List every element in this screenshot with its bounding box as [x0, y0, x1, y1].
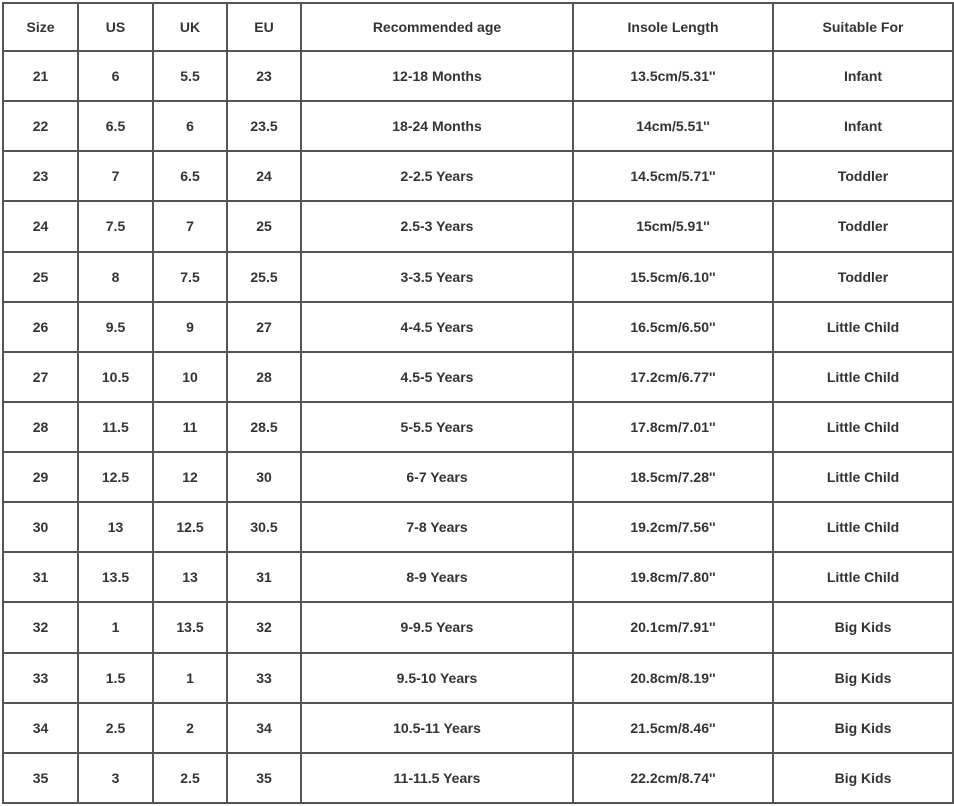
- cell-size: 28: [3, 402, 78, 452]
- table-row: [3, 753, 953, 803]
- cell-recommended-age: 8-9 Years: [301, 552, 573, 602]
- table-row: [3, 101, 953, 151]
- cell-insole-length: 14cm/5.51'': [573, 101, 773, 151]
- cell-size: 35: [3, 753, 78, 803]
- cell-us: 1.5: [78, 653, 153, 703]
- cell-eu: 30.5: [227, 502, 301, 552]
- cell-size: 33: [3, 653, 78, 703]
- cell-eu: 23.5: [227, 101, 301, 151]
- cell-eu: 28.5: [227, 402, 301, 452]
- cell-insole-length: 17.2cm/6.77'': [573, 352, 773, 402]
- table-row: [3, 552, 953, 602]
- header-recommended-age: Recommended age: [301, 3, 573, 51]
- cell-uk: 7.5: [153, 252, 227, 302]
- cell-us: 13: [78, 502, 153, 552]
- cell-size: 29: [3, 452, 78, 502]
- cell-suitable-for: Little Child: [773, 502, 953, 552]
- cell-suitable-for: Big Kids: [773, 602, 953, 652]
- table-row: [3, 151, 953, 201]
- cell-us: 9.5: [78, 302, 153, 352]
- cell-size: 34: [3, 703, 78, 753]
- header-us: US: [78, 3, 153, 51]
- cell-insole-length: 14.5cm/5.71'': [573, 151, 773, 201]
- cell-us: 12.5: [78, 452, 153, 502]
- cell-eu: 28: [227, 352, 301, 402]
- cell-us: 7: [78, 151, 153, 201]
- cell-eu: 32: [227, 602, 301, 652]
- cell-recommended-age: 18-24 Months: [301, 101, 573, 151]
- cell-uk: 6: [153, 101, 227, 151]
- cell-recommended-age: 9-9.5 Years: [301, 602, 573, 652]
- cell-insole-length: 15cm/5.91'': [573, 201, 773, 251]
- cell-size: 24: [3, 201, 78, 251]
- cell-us: 7.5: [78, 201, 153, 251]
- cell-uk: 11: [153, 402, 227, 452]
- cell-insole-length: 22.2cm/8.74'': [573, 753, 773, 803]
- cell-uk: 9: [153, 302, 227, 352]
- cell-insole-length: 15.5cm/6.10'': [573, 252, 773, 302]
- cell-uk: 12.5: [153, 502, 227, 552]
- cell-recommended-age: 2.5-3 Years: [301, 201, 573, 251]
- cell-size: 21: [3, 51, 78, 101]
- cell-size: 22: [3, 101, 78, 151]
- cell-uk: 13: [153, 552, 227, 602]
- cell-us: 3: [78, 753, 153, 803]
- cell-uk: 5.5: [153, 51, 227, 101]
- cell-suitable-for: Little Child: [773, 552, 953, 602]
- cell-size: 31: [3, 552, 78, 602]
- cell-eu: 34: [227, 703, 301, 753]
- cell-recommended-age: 2-2.5 Years: [301, 151, 573, 201]
- cell-us: 6.5: [78, 101, 153, 151]
- table-row: [3, 602, 953, 652]
- cell-insole-length: 13.5cm/5.31'': [573, 51, 773, 101]
- cell-us: 10.5: [78, 352, 153, 402]
- header-uk: UK: [153, 3, 227, 51]
- cell-suitable-for: Infant: [773, 51, 953, 101]
- table-row: [3, 201, 953, 251]
- cell-insole-length: 20.1cm/7.91'': [573, 602, 773, 652]
- table-row: [3, 402, 953, 452]
- cell-recommended-age: 7-8 Years: [301, 502, 573, 552]
- cell-size: 30: [3, 502, 78, 552]
- cell-size: 32: [3, 602, 78, 652]
- table-header: [3, 3, 953, 51]
- cell-suitable-for: Infant: [773, 101, 953, 151]
- size-chart-table: [2, 2, 954, 804]
- table-row: [3, 703, 953, 753]
- table-body: [3, 51, 953, 803]
- cell-us: 13.5: [78, 552, 153, 602]
- cell-recommended-age: 4.5-5 Years: [301, 352, 573, 402]
- cell-size: 25: [3, 252, 78, 302]
- cell-suitable-for: Little Child: [773, 352, 953, 402]
- cell-uk: 10: [153, 352, 227, 402]
- cell-eu: 31: [227, 552, 301, 602]
- cell-recommended-age: 3-3.5 Years: [301, 252, 573, 302]
- cell-recommended-age: 6-7 Years: [301, 452, 573, 502]
- table-row: [3, 302, 953, 352]
- cell-us: 6: [78, 51, 153, 101]
- cell-recommended-age: 4-4.5 Years: [301, 302, 573, 352]
- cell-insole-length: 21.5cm/8.46'': [573, 703, 773, 753]
- cell-eu: 25: [227, 201, 301, 251]
- cell-eu: 23: [227, 51, 301, 101]
- cell-recommended-age: 11-11.5 Years: [301, 753, 573, 803]
- header-eu: EU: [227, 3, 301, 51]
- table-row: [3, 352, 953, 402]
- cell-us: 8: [78, 252, 153, 302]
- cell-us: 2.5: [78, 703, 153, 753]
- cell-uk: 13.5: [153, 602, 227, 652]
- cell-recommended-age: 10.5-11 Years: [301, 703, 573, 753]
- table-row: [3, 51, 953, 101]
- cell-insole-length: 17.8cm/7.01'': [573, 402, 773, 452]
- cell-us: 11.5: [78, 402, 153, 452]
- cell-size: 27: [3, 352, 78, 402]
- cell-eu: 24: [227, 151, 301, 201]
- cell-eu: 33: [227, 653, 301, 703]
- table-row: [3, 502, 953, 552]
- cell-suitable-for: Big Kids: [773, 703, 953, 753]
- cell-uk: 6.5: [153, 151, 227, 201]
- cell-eu: 25.5: [227, 252, 301, 302]
- cell-suitable-for: Little Child: [773, 452, 953, 502]
- table-row: [3, 653, 953, 703]
- cell-recommended-age: 12-18 Months: [301, 51, 573, 101]
- cell-uk: 2: [153, 703, 227, 753]
- cell-insole-length: 16.5cm/6.50'': [573, 302, 773, 352]
- cell-suitable-for: Toddler: [773, 201, 953, 251]
- cell-eu: 30: [227, 452, 301, 502]
- cell-suitable-for: Toddler: [773, 151, 953, 201]
- cell-uk: 7: [153, 201, 227, 251]
- cell-recommended-age: 9.5-10 Years: [301, 653, 573, 703]
- cell-uk: 12: [153, 452, 227, 502]
- cell-size: 23: [3, 151, 78, 201]
- cell-suitable-for: Little Child: [773, 302, 953, 352]
- cell-suitable-for: Toddler: [773, 252, 953, 302]
- cell-insole-length: 19.2cm/7.56'': [573, 502, 773, 552]
- cell-uk: 2.5: [153, 753, 227, 803]
- table-row: [3, 252, 953, 302]
- header-insole-length: Insole Length: [573, 3, 773, 51]
- cell-us: 1: [78, 602, 153, 652]
- cell-size: 26: [3, 302, 78, 352]
- cell-eu: 35: [227, 753, 301, 803]
- header-suitable-for: Suitable For: [773, 3, 953, 51]
- header-row: [3, 3, 953, 51]
- cell-eu: 27: [227, 302, 301, 352]
- table-row: [3, 452, 953, 502]
- cell-insole-length: 19.8cm/7.80'': [573, 552, 773, 602]
- cell-insole-length: 20.8cm/8.19'': [573, 653, 773, 703]
- header-size: Size: [3, 3, 78, 51]
- cell-recommended-age: 5-5.5 Years: [301, 402, 573, 452]
- cell-suitable-for: Big Kids: [773, 753, 953, 803]
- cell-uk: 1: [153, 653, 227, 703]
- cell-suitable-for: Little Child: [773, 402, 953, 452]
- cell-suitable-for: Big Kids: [773, 653, 953, 703]
- cell-insole-length: 18.5cm/7.28'': [573, 452, 773, 502]
